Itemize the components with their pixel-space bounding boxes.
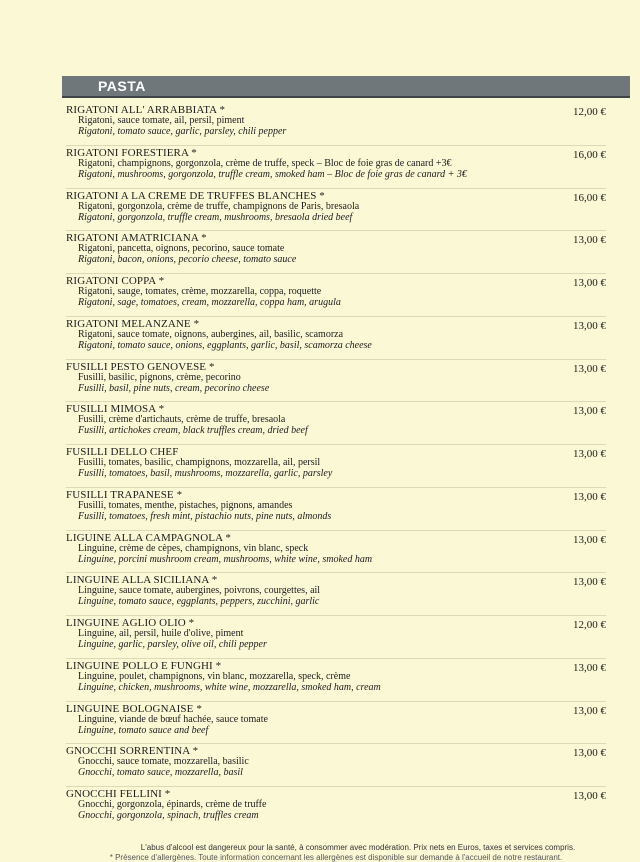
menu-item-name: FUSILLI DELLO CHEF (66, 446, 179, 458)
menu-item-description-en: Linguine, tomato sauce and beef (78, 724, 209, 736)
menu-item-description-fr: Linguine, crème de cèpes, champignons, vin blanc, speck (78, 542, 309, 554)
menu-item-description-en: Linguine, garlic, parsley, olive oil, chili pepper (78, 639, 267, 650)
menu-item-description-en: Rigatoni, mushrooms, gorgonzola, truffle cream, smoked ham – Bloc de foie gras de canard + 3€ (78, 168, 467, 180)
menu-item (66, 787, 606, 829)
menu-item-name: GNOCCHI SORRENTINA * (66, 745, 199, 758)
menu-list (66, 103, 606, 829)
menu-item-price: 12,00 € (573, 106, 606, 118)
menu-item-price: 13,00 € (573, 490, 606, 503)
section-title: PASTA (98, 78, 146, 94)
menu-item-description-en: Rigatoni, tomato sauce, onions, eggplants, garlic, basil, scamorza cheese (78, 339, 372, 351)
menu-item (66, 616, 606, 659)
menu-item-description-en: Linguine, porcini mushroom cream, mushrooms, white wine, smoked ham (78, 553, 373, 565)
menu-item-description-fr: Rigatoni, gorgonzola, crème de truffe, champignons de Paris, bresaola (78, 200, 360, 212)
menu-item-description-en: Linguine, chicken, mushrooms, white wine, mozzarella, smoked ham, cream (78, 681, 381, 693)
menu-item-name: RIGATONI A LA CREME DE TRUFFES BLANCHES * (66, 189, 325, 202)
menu-item (66, 702, 606, 745)
menu-item-description-en: Gnocchi, tomato sauce, mozzarella, basil (78, 767, 243, 779)
section-header-bar (62, 76, 630, 98)
menu-item (66, 573, 606, 616)
menu-item (66, 189, 606, 232)
menu-item-description-fr: Gnocchi, gorgonzola, épinards, crème de truffe (78, 799, 267, 810)
menu-item (66, 274, 606, 317)
menu-item-price: 16,00 € (573, 191, 606, 204)
menu-item-price: 13,00 € (573, 790, 606, 802)
menu-item-name: FUSILLI TRAPANESE * (66, 488, 183, 501)
menu-item-description-fr: Linguine, ail, persil, huile d'olive, piment (78, 628, 244, 639)
menu-item-name: RIGATONI MELANZANE * (66, 317, 200, 330)
menu-item-price: 13,00 € (573, 661, 606, 674)
menu-item (66, 659, 606, 702)
menu-item-price: 16,00 € (573, 148, 606, 161)
menu-item (66, 402, 606, 445)
menu-item-price: 13,00 € (573, 362, 606, 375)
menu-item (66, 146, 606, 189)
menu-item-description-en: Fusilli, basil, pine nuts, cream, pecorino cheese (78, 382, 270, 394)
menu-item-name: RIGATONI COPPA * (66, 275, 165, 287)
footer-allergen-notice: * Présence d'allergènes. Toute information concernant les allergènes est disponible sur demande à l'accueil de notre restaurant. (109, 853, 563, 862)
menu-item-description-en: Fusilli, tomatoes, basil, mushrooms, mozzarella, garlic, parsley (78, 468, 333, 479)
menu-item (66, 488, 606, 531)
menu-item-description-en: Linguine, tomato sauce, eggplants, peppers, zucchini, garlic (78, 596, 320, 608)
menu-item-price: 12,00 € (573, 619, 606, 631)
menu-item (66, 103, 606, 146)
menu-item-description-fr: Fusilli, basilic, pignons, crème, pecorino (78, 371, 241, 383)
menu-item-price: 13,00 € (573, 533, 606, 546)
menu-item-price: 13,00 € (573, 234, 606, 247)
menu-item-name: FUSILLI MIMOSA * (66, 403, 165, 416)
menu-item-description-fr: Fusilli, tomates, basilic, champignons, mozzarella, ail, persil (78, 457, 321, 468)
menu-item-description-fr: Rigatoni, sauce tomate, ail, persil, piment (78, 115, 245, 126)
menu-item-description-en: Fusilli, artichokes cream, black truffles cream, dried beef (78, 425, 308, 437)
menu-item-name: LINGUINE ALLA SICILIANA * (66, 574, 218, 587)
menu-item (66, 531, 606, 574)
menu-item-price: 13,00 € (573, 448, 606, 460)
menu-item-description-en: Rigatoni, sage, tomatoes, cream, mozzarella, coppa ham, arugula (78, 297, 341, 308)
menu-item-description-fr: Linguine, poulet, champignons, vin blanc, mozzarella, speck, crème (78, 670, 351, 682)
menu-item-description-fr: Linguine, viande de bœuf hachée, sauce tomate (78, 713, 268, 725)
menu-item-price: 13,00 € (573, 405, 606, 418)
menu-item (66, 317, 606, 360)
menu-item-price: 13,00 € (573, 747, 606, 760)
menu-item-name: GNOCCHI FELLINI * (66, 788, 171, 800)
menu-item-description-en: Gnocchi, gorgonzola, spinach, truffles cream (78, 810, 259, 821)
menu-item-name: LINGUINE BOLOGNAISE * (66, 702, 202, 715)
menu-item (66, 445, 606, 488)
menu-item-price: 13,00 € (573, 576, 606, 589)
menu-item-description-fr: Fusilli, tomates, menthe, pistaches, pignons, amandes (78, 499, 293, 511)
menu-item-price: 13,00 € (573, 704, 606, 717)
menu-item-name: LINGUINE POLLO E FUNGHI * (66, 659, 222, 672)
menu-item-description-en: Fusilli, tomatoes, fresh mint, pistachio nuts, pine nuts, almonds (78, 510, 332, 522)
menu-item-description-fr: Gnocchi, sauce tomate, mozzarella, basilic (78, 756, 249, 768)
menu-item (66, 360, 606, 403)
menu-item-name: LIGUINE ALLA CAMPAGNOLA * (66, 531, 231, 544)
menu-item-name: RIGATONI FORESTIERA * (66, 146, 197, 159)
menu-item-name: FUSILLI PESTO GENOVESE * (66, 360, 215, 373)
menu-item-description-fr: Linguine, sauce tomate, aubergines, poivrons, courgettes, ail (78, 585, 321, 597)
menu-item (66, 231, 606, 274)
menu-item-description-fr: Fusilli, crème d'artichauts, crème de truffe, bresaola (78, 414, 286, 426)
footer-legal-notice: L'abus d'alcool est dangereux pour la santé, à consommer avec modération. Prix nets en Euros, taxes et services compris. (140, 843, 576, 852)
menu-item-description-fr: Rigatoni, sauge, tomates, crème, mozzarella, coppa, roquette (78, 286, 322, 297)
menu-item-name: RIGATONI AMATRICIANA * (66, 232, 207, 245)
menu-item-description-fr: Rigatoni, champignons, gorgonzola, crème de truffe, speck – Bloc de foie gras de canard +3€ (78, 157, 452, 169)
menu-item-description-en: Rigatoni, gorgonzola, truffle cream, mushrooms, bresaola dried beef (78, 211, 353, 223)
menu-item-name: LINGUINE AGLIO OLIO * (66, 617, 195, 629)
menu-item-description-fr: Rigatoni, pancetta, oignons, pecorino, sauce tomate (78, 243, 285, 255)
menu-item-price: 13,00 € (573, 277, 606, 289)
menu-item-description-en: Rigatoni, bacon, onions, pecorio cheese, tomato sauce (78, 254, 297, 266)
menu-item (66, 744, 606, 787)
menu-item-name: RIGATONI ALL' ARRABBIATA * (66, 104, 226, 116)
menu-item-description-fr: Rigatoni, sauce tomate, oignons, aubergines, ail, basilic, scamorza (78, 328, 344, 340)
menu-item-description-en: Rigatoni, tomato sauce, garlic, parsley, chili pepper (78, 126, 287, 137)
menu-item-price: 13,00 € (573, 319, 606, 332)
